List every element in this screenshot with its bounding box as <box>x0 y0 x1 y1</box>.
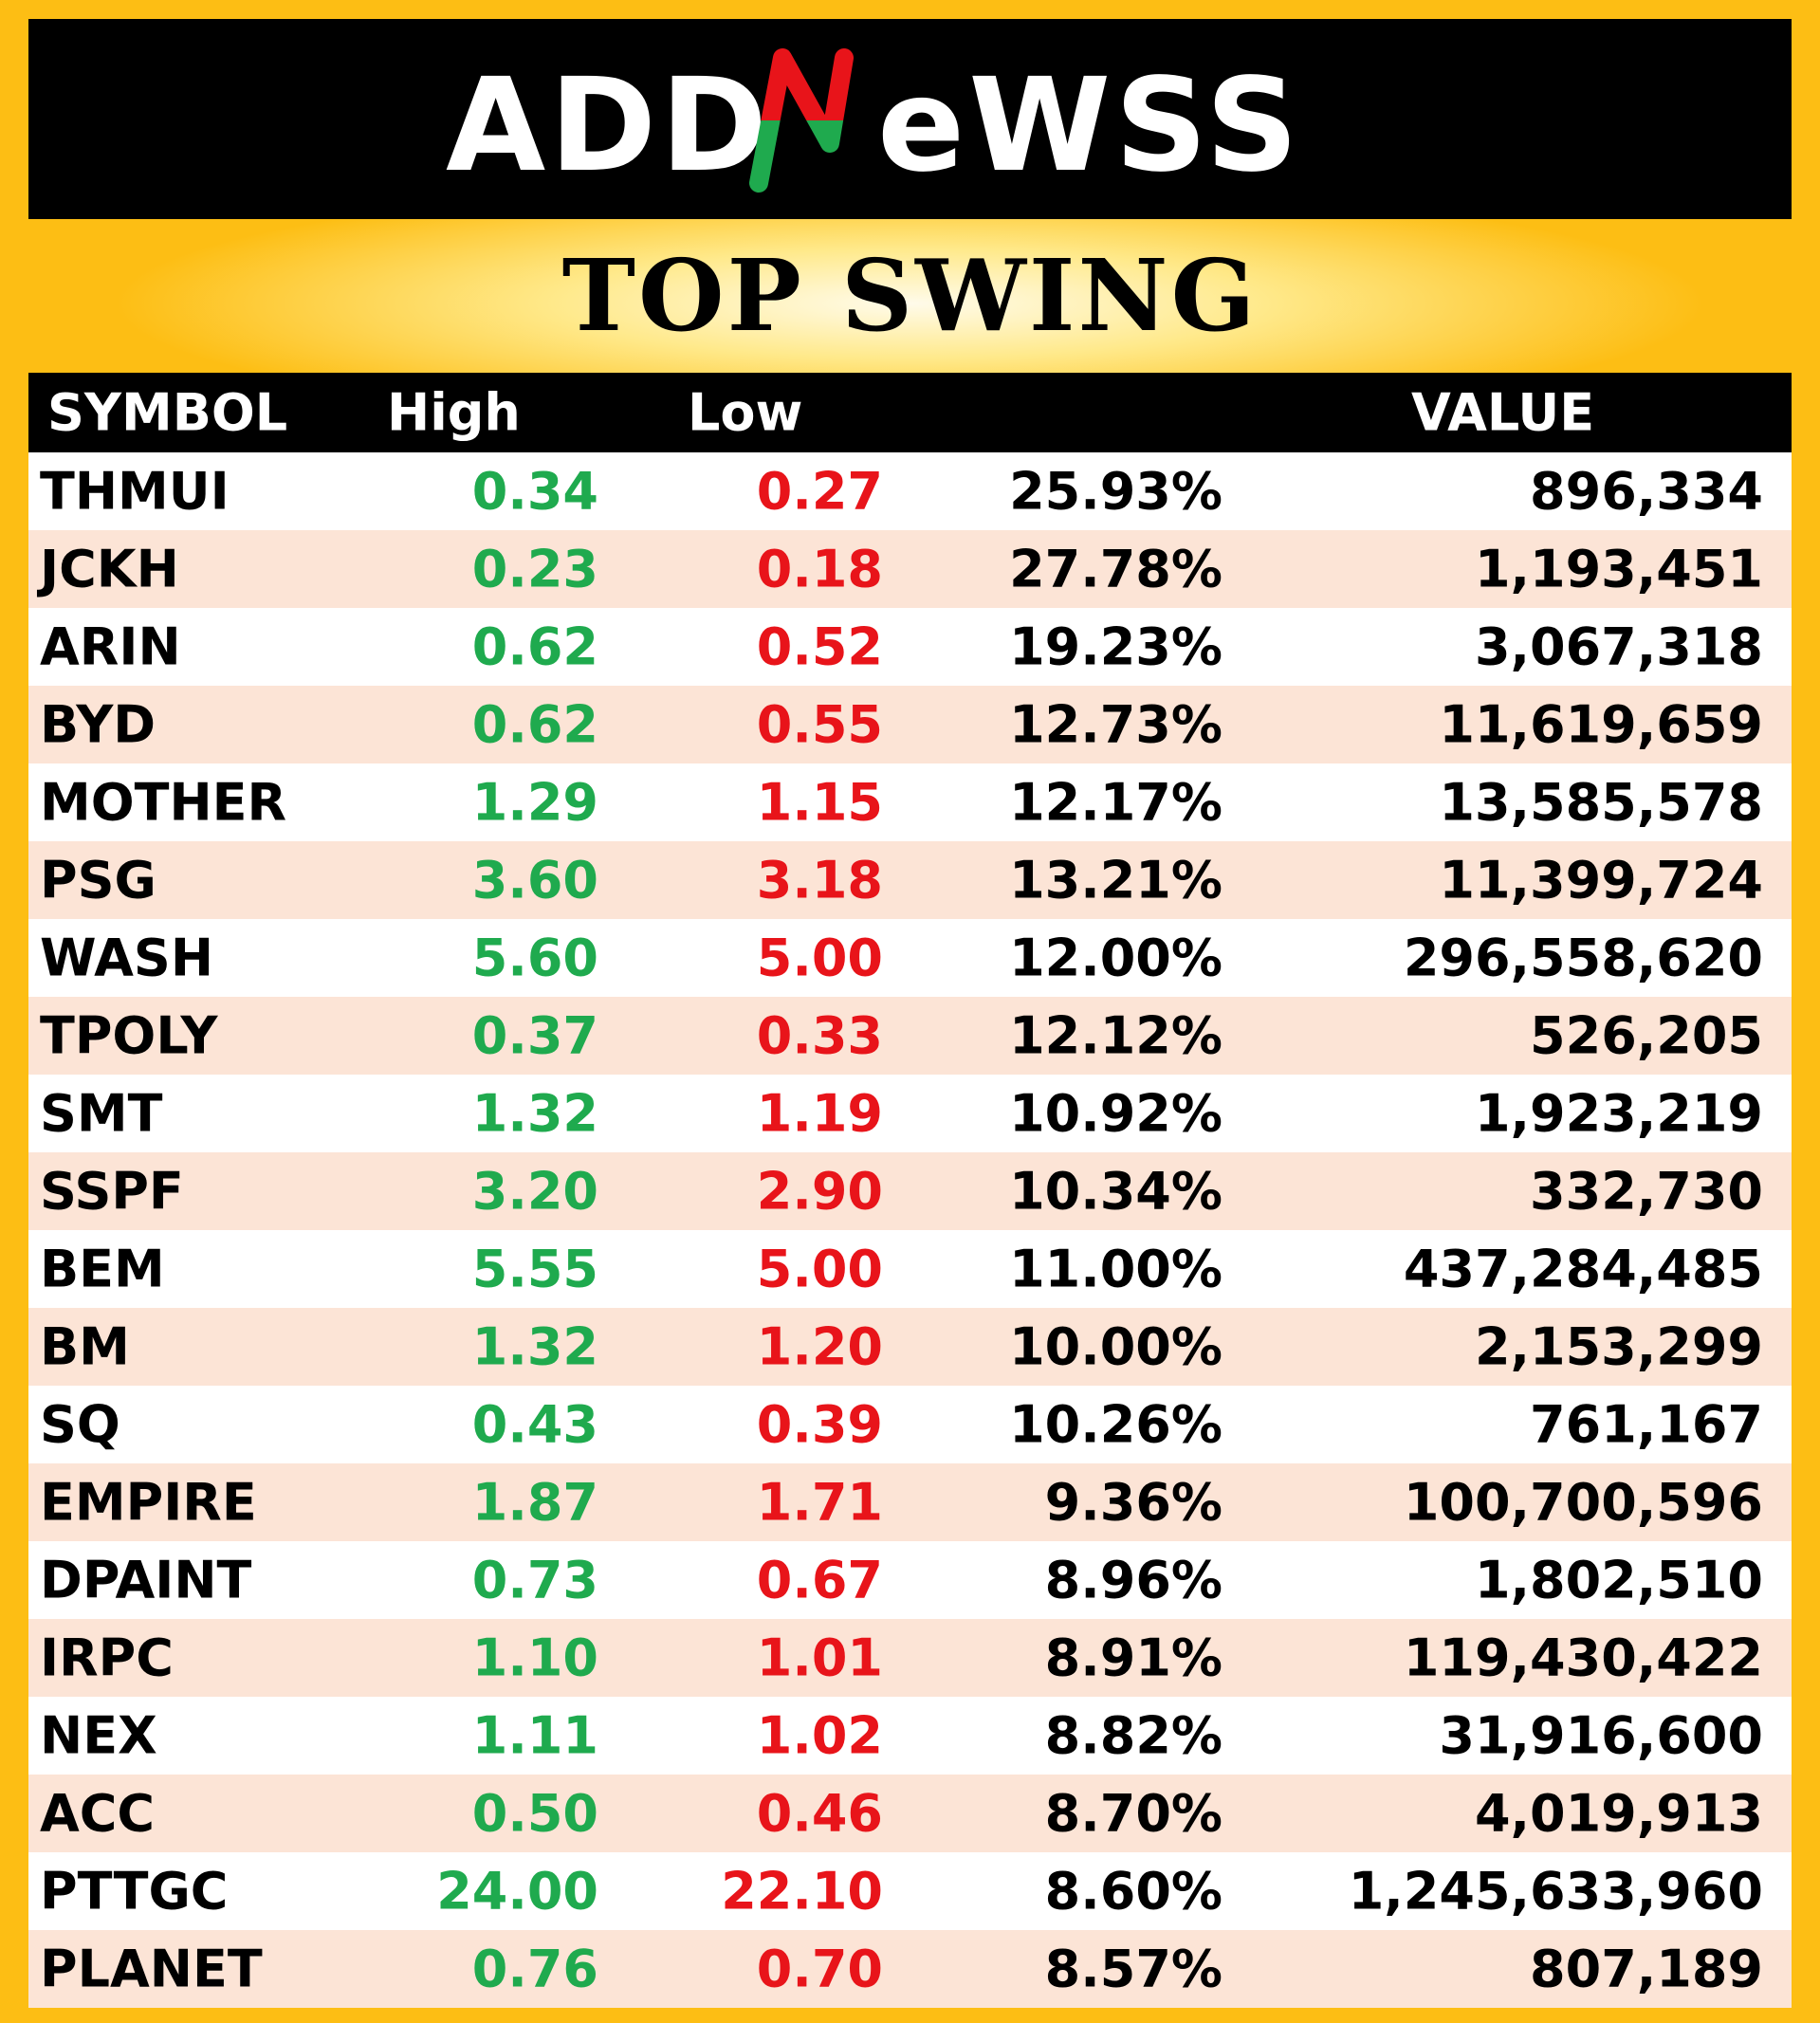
cell-low: 2.90 <box>756 1161 883 1222</box>
cell-high: 3.60 <box>471 850 598 910</box>
cell-value: 1,923,219 <box>1474 1083 1763 1144</box>
header-low: Low <box>688 382 803 443</box>
cell-swing-pct: 8.96% <box>1044 1550 1223 1610</box>
table-row <box>28 1075 1792 1152</box>
cell-symbol: PLANET <box>40 1939 263 1999</box>
cell-symbol: IRPC <box>40 1628 174 1688</box>
cell-value: 11,399,724 <box>1439 850 1763 910</box>
cell-value: 1,245,633,960 <box>1348 1861 1763 1922</box>
cell-swing-pct: 10.00% <box>1009 1316 1223 1377</box>
cell-value: 526,205 <box>1530 1005 1763 1066</box>
cell-high: 1.29 <box>471 772 598 833</box>
cell-swing-pct: 8.60% <box>1044 1861 1223 1922</box>
cell-low: 1.15 <box>756 772 883 833</box>
swing-table <box>28 373 1792 2008</box>
cell-symbol: ARIN <box>40 616 181 677</box>
cell-symbol: DPAINT <box>40 1550 252 1610</box>
cell-low: 1.71 <box>756 1472 883 1533</box>
table-row <box>28 1386 1792 1463</box>
cell-high: 0.76 <box>471 1939 598 1999</box>
cell-low: 0.70 <box>756 1939 883 1999</box>
cell-low: 0.33 <box>756 1005 883 1066</box>
cell-symbol: BEM <box>40 1239 165 1299</box>
cell-swing-pct: 12.17% <box>1009 772 1223 833</box>
cell-symbol: SQ <box>40 1394 120 1455</box>
cell-low: 0.39 <box>756 1394 883 1455</box>
cell-high: 0.50 <box>471 1783 598 1844</box>
cell-swing-pct: 19.23% <box>1009 616 1223 677</box>
cell-high: 1.11 <box>471 1705 598 1766</box>
cell-value: 807,189 <box>1530 1939 1763 1999</box>
cell-symbol: BYD <box>40 694 156 755</box>
cell-swing-pct: 10.92% <box>1009 1083 1223 1144</box>
cell-low: 1.20 <box>756 1316 883 1377</box>
cell-value: 13,585,578 <box>1439 772 1763 833</box>
cell-low: 1.01 <box>756 1628 883 1688</box>
table-row <box>28 608 1792 686</box>
cell-high: 0.73 <box>471 1550 598 1610</box>
cell-swing-pct: 12.12% <box>1009 1005 1223 1066</box>
cell-swing-pct: 8.91% <box>1044 1628 1223 1688</box>
cell-high: 1.10 <box>471 1628 598 1688</box>
cell-symbol: EMPIRE <box>40 1472 257 1533</box>
table-row <box>28 452 1792 530</box>
brand-header <box>28 19 1792 219</box>
cell-value: 437,284,485 <box>1403 1239 1763 1299</box>
cell-swing-pct: 25.93% <box>1009 461 1223 522</box>
cell-swing-pct: 27.78% <box>1009 539 1223 599</box>
table-row <box>28 1697 1792 1775</box>
cell-low: 1.19 <box>756 1083 883 1144</box>
title-band <box>28 219 1792 373</box>
cell-swing-pct: 13.21% <box>1009 850 1223 910</box>
cell-high: 0.62 <box>471 694 598 755</box>
cell-swing-pct: 12.73% <box>1009 694 1223 755</box>
infographic-frame <box>28 19 1792 2002</box>
cell-value: 31,916,600 <box>1439 1705 1763 1766</box>
cell-low: 0.55 <box>756 694 883 755</box>
cell-value: 3,067,318 <box>1474 616 1763 677</box>
cell-value: 1,802,510 <box>1474 1550 1763 1610</box>
cell-high: 5.60 <box>471 928 598 988</box>
cell-high: 5.55 <box>471 1239 598 1299</box>
cell-low: 0.46 <box>756 1783 883 1844</box>
table-row <box>28 1541 1792 1619</box>
cell-value: 2,153,299 <box>1474 1316 1763 1377</box>
cell-symbol: NEX <box>40 1705 157 1766</box>
addnewss-logo <box>446 39 1375 200</box>
cell-symbol: WASH <box>40 928 214 988</box>
cell-symbol: MOTHER <box>40 772 287 833</box>
table-row <box>28 1308 1792 1386</box>
cell-low: 5.00 <box>756 928 883 988</box>
cell-value: 119,430,422 <box>1403 1628 1763 1688</box>
cell-high: 24.00 <box>436 1861 598 1922</box>
table-row <box>28 919 1792 997</box>
cell-low: 0.67 <box>756 1550 883 1610</box>
cell-high: 0.62 <box>471 616 598 677</box>
cell-swing-pct: 10.34% <box>1009 1161 1223 1222</box>
cell-symbol: SSPF <box>40 1161 184 1222</box>
cell-high: 0.34 <box>471 461 598 522</box>
cell-value: 332,730 <box>1530 1161 1763 1222</box>
cell-swing-pct: 8.70% <box>1044 1783 1223 1844</box>
cell-symbol: PSG <box>40 850 156 910</box>
table-row <box>28 530 1792 608</box>
cell-swing-pct: 9.36% <box>1044 1472 1223 1533</box>
table-body <box>28 452 1792 2008</box>
cell-value: 100,700,596 <box>1403 1472 1763 1533</box>
cell-symbol: THMUI <box>40 461 230 522</box>
cell-symbol: ACC <box>40 1783 156 1844</box>
page-title: TOP SWING <box>561 237 1259 354</box>
cell-high: 1.32 <box>471 1316 598 1377</box>
table-row <box>28 1930 1792 2008</box>
cell-value: 4,019,913 <box>1474 1783 1763 1844</box>
cell-high: 1.32 <box>471 1083 598 1144</box>
cell-low: 5.00 <box>756 1239 883 1299</box>
cell-symbol: TPOLY <box>40 1005 218 1066</box>
cell-low: 22.10 <box>721 1861 883 1922</box>
table-row <box>28 1852 1792 1930</box>
cell-low: 3.18 <box>756 850 883 910</box>
table-row <box>28 1619 1792 1697</box>
cell-value: 11,619,659 <box>1439 694 1763 755</box>
header-symbol: SYMBOL <box>47 382 288 443</box>
cell-high: 0.23 <box>471 539 598 599</box>
cell-swing-pct: 8.82% <box>1044 1705 1223 1766</box>
cell-high: 1.87 <box>471 1472 598 1533</box>
table-row <box>28 1775 1792 1852</box>
cell-low: 1.02 <box>756 1705 883 1766</box>
logo-text-ewss: eWSS <box>876 50 1302 200</box>
cell-high: 3.20 <box>471 1161 598 1222</box>
table-row <box>28 997 1792 1075</box>
cell-high: 0.43 <box>471 1394 598 1455</box>
header-value: VALUE <box>1411 382 1595 443</box>
cell-symbol: BM <box>40 1316 130 1377</box>
cell-symbol: JCKH <box>40 539 179 599</box>
table-row <box>28 686 1792 763</box>
cell-low: 0.52 <box>756 616 883 677</box>
cell-high: 0.37 <box>471 1005 598 1066</box>
cell-symbol: SMT <box>40 1083 163 1144</box>
cell-low: 0.27 <box>756 461 883 522</box>
cell-value: 761,167 <box>1530 1394 1763 1455</box>
cell-low: 0.18 <box>756 539 883 599</box>
cell-swing-pct: 11.00% <box>1009 1239 1223 1299</box>
table-row <box>28 1152 1792 1230</box>
table-header <box>28 373 1792 452</box>
cell-value: 296,558,620 <box>1403 928 1763 988</box>
table-row <box>28 841 1792 919</box>
header-high: High <box>387 382 521 443</box>
cell-swing-pct: 10.26% <box>1009 1394 1223 1455</box>
cell-swing-pct: 8.57% <box>1044 1939 1223 1999</box>
cell-value: 896,334 <box>1530 461 1763 522</box>
cell-value: 1,193,451 <box>1474 539 1763 599</box>
table-row <box>28 763 1792 841</box>
cell-swing-pct: 12.00% <box>1009 928 1223 988</box>
cell-symbol: PTTGC <box>40 1861 229 1922</box>
logo-n-mark <box>759 58 844 183</box>
table-row <box>28 1230 1792 1308</box>
table-row <box>28 1463 1792 1541</box>
logo-text-add: ADD <box>445 50 771 200</box>
